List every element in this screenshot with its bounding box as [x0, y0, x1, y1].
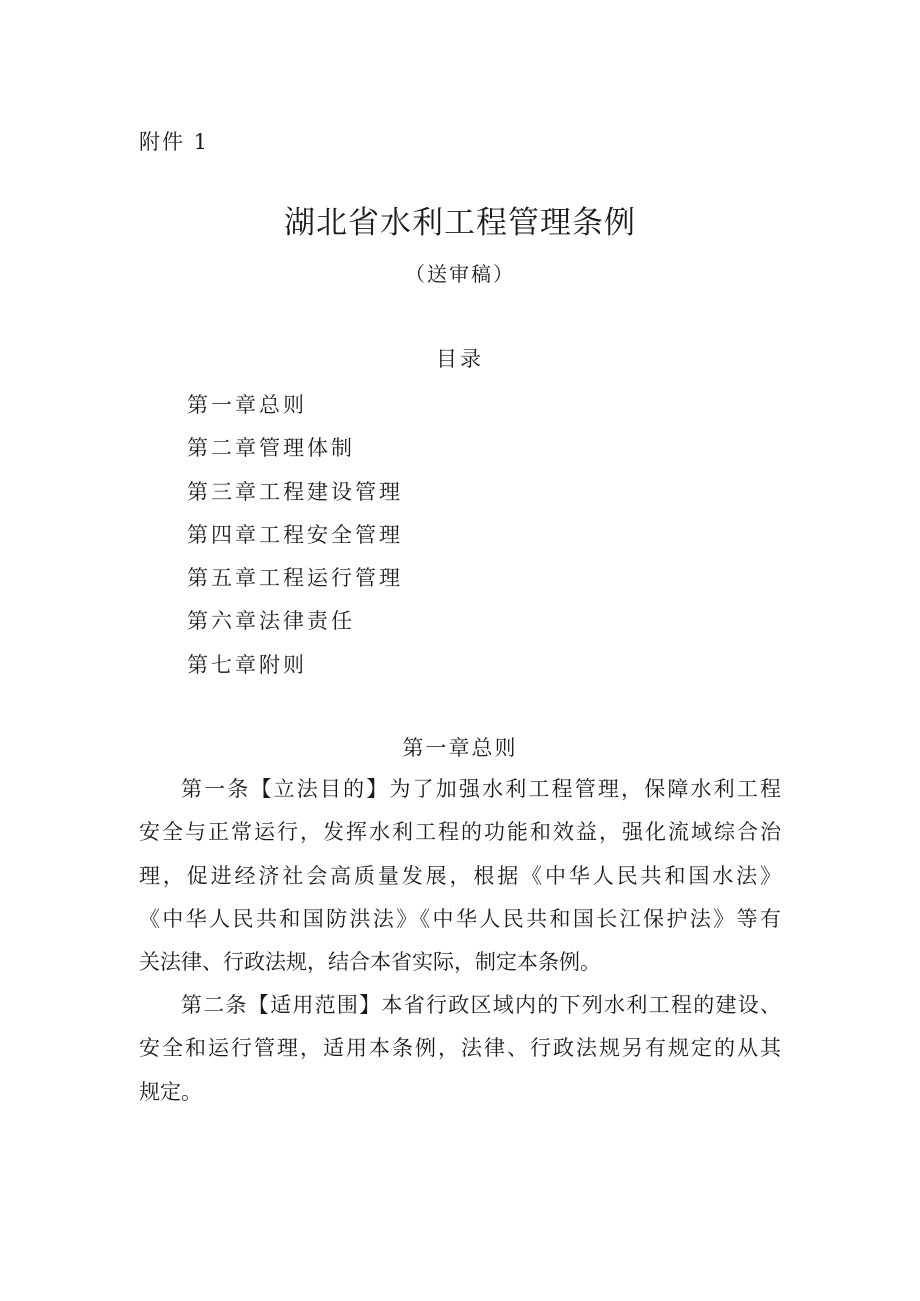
article-2-line: 规定。: [139, 1079, 202, 1104]
toc-item-chapter-1: 第一章总则: [187, 393, 307, 417]
article-2-line: 安全和运行管理，适用本条例，法律、行政法规另有规定的从其: [139, 1036, 781, 1061]
toc-item-chapter-7: 第七章附则: [187, 652, 307, 677]
attachment-label: 附件 1: [139, 130, 210, 154]
document-title: 湖北省水利工程管理条例: [284, 205, 636, 241]
article-1-line: 关法律、行政法规，结合本省实际，制定本条例。: [139, 950, 601, 975]
article-1-line: 安全与正常运行，发挥水利工程的功能和效益，强化流域综合治: [139, 820, 781, 845]
toc-heading: 目录: [436, 347, 484, 371]
toc-item-chapter-3: 第三章工程建设管理: [187, 479, 403, 504]
draft-status-note: （送审稿）: [405, 262, 515, 286]
article-2-line: 第二条【适用范围】本省行政区域内的下列水利工程的建设、: [181, 993, 781, 1017]
toc-item-chapter-6: 第六章法律责任: [187, 609, 355, 634]
chapter-one-heading: 第一章总则: [402, 736, 518, 760]
article-1-paragraph: [139, 768, 781, 984]
article-2-paragraph: [139, 984, 781, 1114]
article-1-line: 理，促进经济社会高质量发展，根据《中华人民共和国水法》: [139, 863, 781, 888]
toc-item-chapter-4: 第四章工程安全管理: [187, 522, 403, 547]
toc-item-chapter-5: 第五章工程运行管理: [187, 566, 403, 591]
toc-item-chapter-2: 第二章管理体制: [187, 436, 355, 461]
table-of-contents: [187, 384, 403, 687]
article-1-line: 第一条【立法目的】为了加强水利工程管理，保障水利工程: [181, 777, 781, 801]
article-1-line: 《中华人民共和国防洪法》《中华人民共和国长江保护法》等有: [139, 906, 781, 931]
